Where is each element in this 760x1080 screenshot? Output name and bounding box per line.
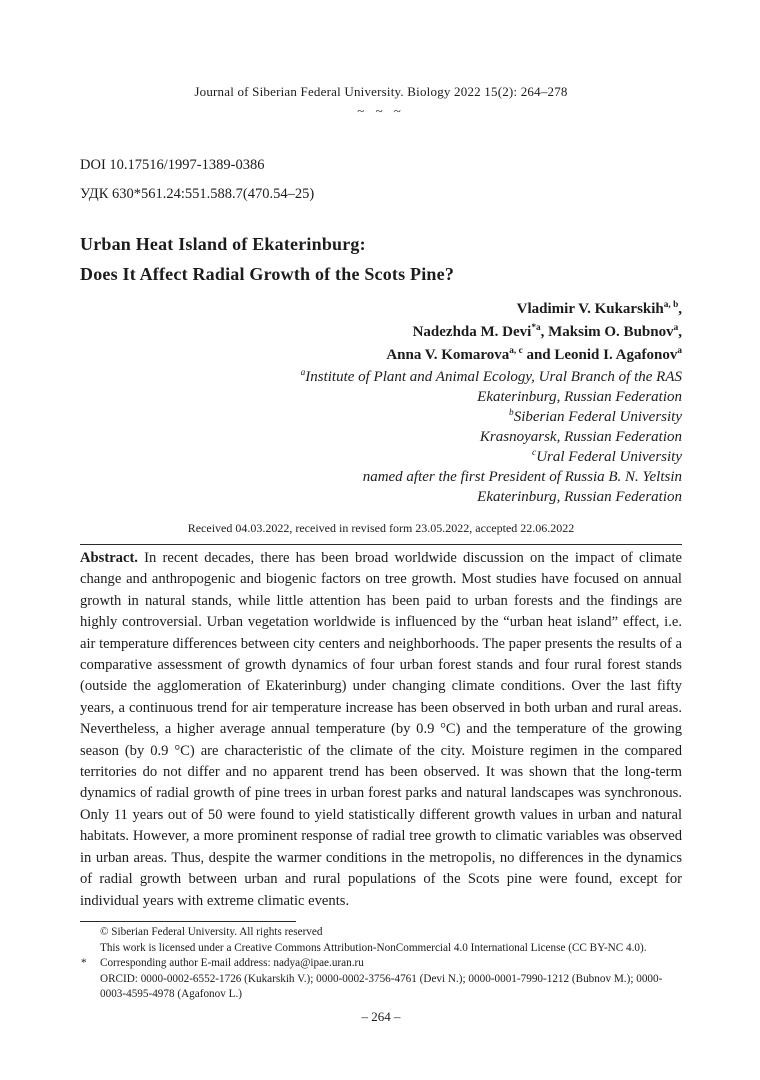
affiliations-block (80, 367, 682, 507)
corresponding-author-line (81, 956, 682, 972)
abstract-top-rule (80, 544, 682, 545)
text-line: Nadezhda M. Devi$^{*a}$, Maksim O. Bubnov$^a$, (412, 323, 682, 340)
text-line: Anna V. Komarova$^{a, c}$ and Leonid I. Agafonov$^a$ (386, 346, 682, 363)
text-line: Vladimir V. Kukarskih$^{a, b}$, (516, 300, 682, 317)
article-title (80, 229, 682, 289)
tilde-separator: ~ ~ ~ (357, 103, 405, 118)
page-content (0, 84, 760, 1025)
text-line: named after the first President of Russia B. N. Yeltsin (362, 469, 682, 485)
text-line: Ekaterinburg, Russian Federation (477, 389, 682, 405)
udk-line: УДК 630*561.24:551.588.7(470.54–25) (80, 186, 315, 202)
doi-line: DOI 10.17516/1997-1389-0386 (80, 157, 265, 173)
footnotes-block (80, 925, 682, 1003)
abstract-text: In recent decades, there has been broad worldwide discussion on the impact of climate change and anthropogenic and biogenic factors on tree growth. Most studies have focused on annual growth in natural stands, while little attention has been paid to urban forests and the findings are highly controversial. Urban vegetation worldwide is influenced by the “urban heat island” effect, i.e. air temperature differences between city centers and neighborhoods. The paper presents the results of a comparative assessment of growth dynamics of four urban forest stands and four rural forest stands (outside the agglomeration of Ekaterinburg) under changing climate conditions. Over the last fifty years, a continuous trend for air temperature increase has been observed in both urban and rural areas. Nevertheless, a higher average annual temperature (by 0.9 °C) and the temperature of the growing season (by 0.9 °C) are characteristic of the climate of the city. Moisture regimen in the compared territories do not differ and no apparent trend has been observed. It was shown that the long-term dynamics of radial growth of pine trees in urban forest parks and natural landscapes was synchronous. Only 11 years out of 50 were found to yield statistically different growth values in urban and natural habitats. However, a more prominent response of radial tree growth to climatic variables was observed in urban areas. Thus, despite the warmer conditions in the metropolis, no differences in the dynamics of radial growth between urban and rural populations of the Scots pine were found, except for individual years with extreme climatic events. (80, 550, 682, 909)
received-dates-line: Received 04.03.2022, received in revised form 23.05.2022, accepted 22.06.2022 (187, 521, 575, 535)
copyright-line: © Siberian Federal University. All rights reserved (100, 925, 323, 938)
license-line: This work is licensed under a Creative Commons Attribution-NonCommercial 4.0 International License (CC BY-NC 4.0). (100, 941, 647, 954)
text-line: Ekaterinburg, Russian Federation (477, 489, 682, 505)
journal-header: Journal of Siberian Federal University. Biology 2022 15(2): 264–278 (194, 84, 568, 99)
orcid-line: ORCID: 0000-0002-6552-1726 (Kukarskih V.); 0000-0002-3756-4761 (Devi N.); 0000-0001-7990-1212 (Bubnov M.); 0000-0003-4595-4978 (Agafonov L.) (100, 972, 663, 1001)
page-number: – 264 – (361, 1008, 401, 1024)
article-title-line2: Does It Affect Radial Growth of the Scots Pine? (80, 264, 455, 284)
text-line: $^a$Institute of Plant and Animal Ecology, Ural Branch of the RAS (300, 368, 682, 385)
abstract-paragraph (80, 548, 682, 912)
text-line: Krasnoyarsk, Russian Federation (479, 429, 682, 445)
text-line: $^c$Ural Federal University (532, 448, 682, 465)
text-line: $^b$Siberian Federal University (509, 408, 682, 425)
footnote-rule (80, 921, 296, 922)
abstract-label: Abstract. (80, 550, 138, 566)
asterisk-marker: * (81, 957, 87, 970)
corresponding-author-text: Corresponding author E-mail address: nadya@ipae.uran.ru (100, 957, 364, 970)
authors-block (80, 298, 682, 367)
article-title-line1: Urban Heat Island of Ekaterinburg: (80, 234, 366, 254)
